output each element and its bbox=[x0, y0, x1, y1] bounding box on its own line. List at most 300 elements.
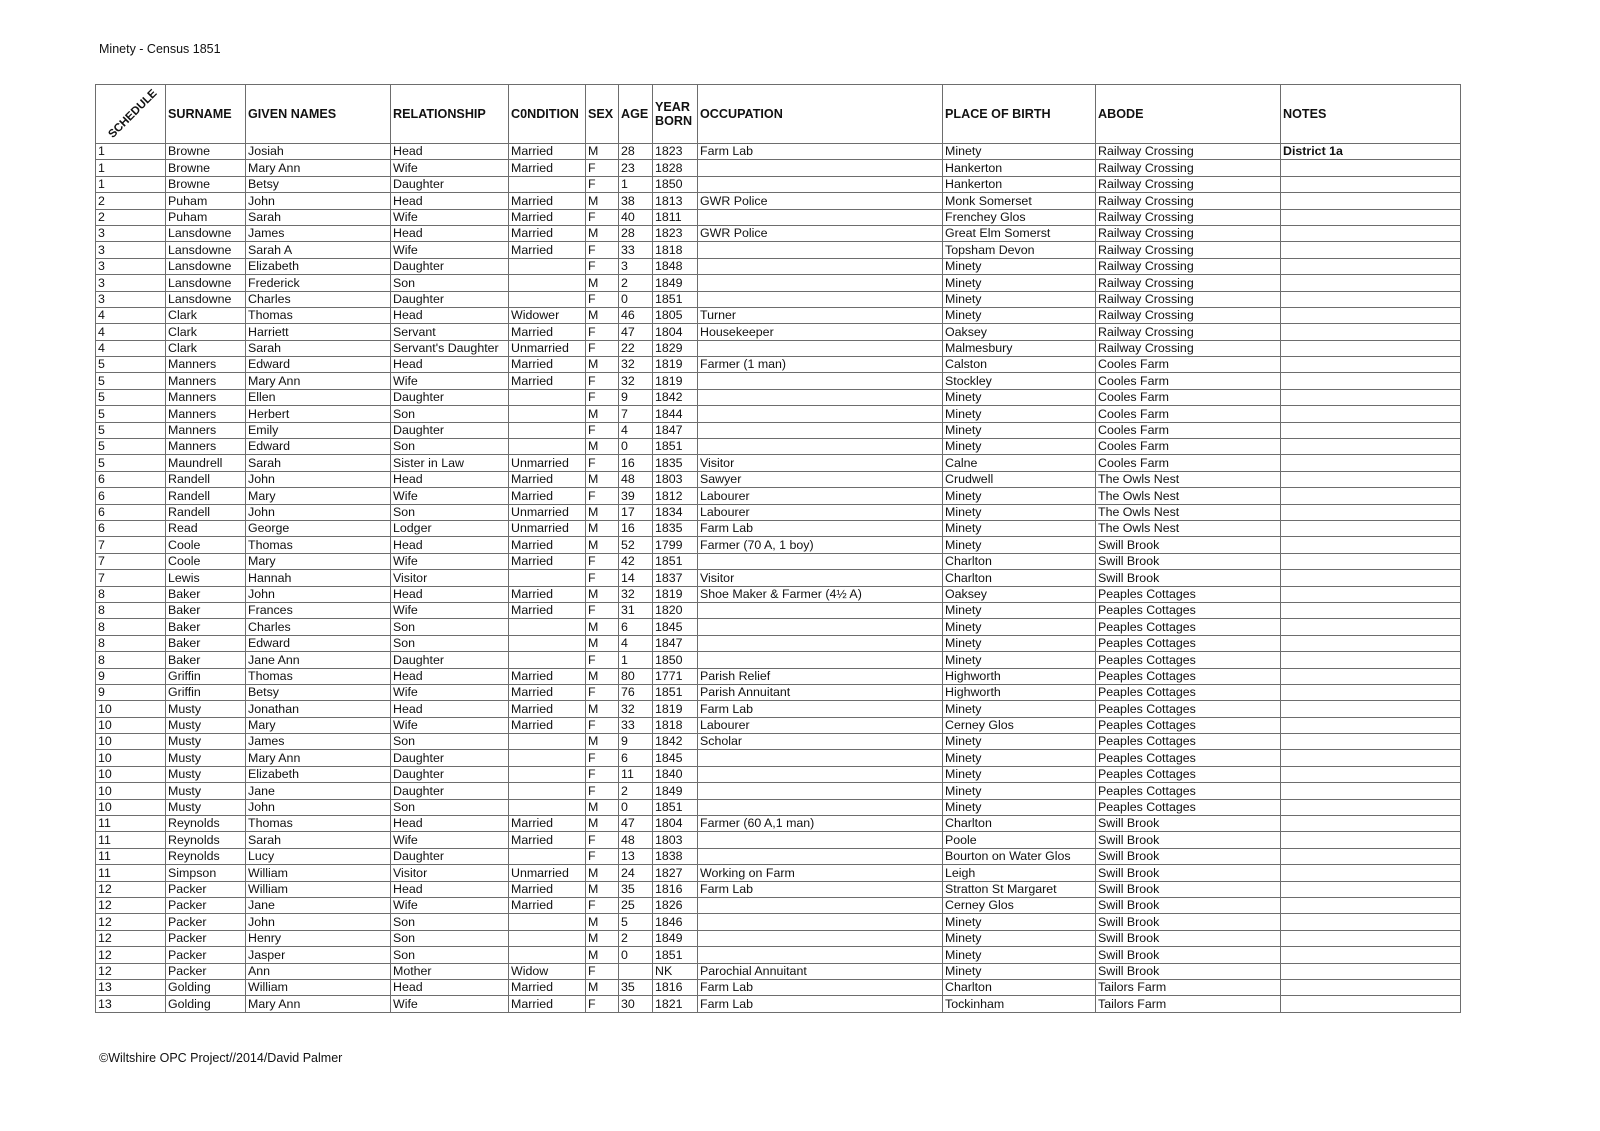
cell-condition: Married bbox=[509, 488, 586, 504]
table-row bbox=[96, 291, 1461, 307]
cell-condition: Married bbox=[509, 373, 586, 389]
cell-year-born: 1849 bbox=[653, 783, 698, 799]
table-row bbox=[96, 504, 1461, 520]
cell-schedule: 11 bbox=[96, 832, 166, 848]
cell-year-born: 1842 bbox=[653, 734, 698, 750]
document-footer: ©Wiltshire OPC Project//2014/David Palmer bbox=[99, 1051, 343, 1065]
cell-relationship: Wife bbox=[391, 553, 509, 569]
cell-year-born: 1847 bbox=[653, 635, 698, 651]
cell-notes bbox=[1281, 799, 1461, 815]
cell-given-names: Josiah bbox=[246, 144, 391, 160]
cell-notes bbox=[1281, 652, 1461, 668]
cell-abode: Swill Brook bbox=[1096, 832, 1281, 848]
cell-occupation bbox=[698, 439, 943, 455]
table-row bbox=[96, 914, 1461, 930]
cell-notes bbox=[1281, 176, 1461, 192]
cell-abode: Railway Crossing bbox=[1096, 160, 1281, 176]
cell-abode: Railway Crossing bbox=[1096, 144, 1281, 160]
cell-age: 40 bbox=[619, 209, 653, 225]
cell-relationship: Daughter bbox=[391, 652, 509, 668]
cell-abode: Swill Brook bbox=[1096, 570, 1281, 586]
cell-place-of-birth: Tockinham bbox=[943, 996, 1096, 1012]
cell-sex: M bbox=[586, 865, 619, 881]
table-row bbox=[96, 701, 1461, 717]
cell-age: 42 bbox=[619, 553, 653, 569]
cell-age: 76 bbox=[619, 684, 653, 700]
cell-occupation bbox=[698, 897, 943, 913]
cell-age: 11 bbox=[619, 766, 653, 782]
cell-place-of-birth: Great Elm Somerst bbox=[943, 225, 1096, 241]
cell-given-names: Thomas bbox=[246, 668, 391, 684]
cell-abode: Railway Crossing bbox=[1096, 209, 1281, 225]
cell-given-names: Jonathan bbox=[246, 701, 391, 717]
cell-surname: Musty bbox=[166, 750, 246, 766]
cell-schedule: 2 bbox=[96, 209, 166, 225]
cell-abode: Cooles Farm bbox=[1096, 455, 1281, 471]
cell-place-of-birth: Malmesbury bbox=[943, 340, 1096, 356]
cell-surname: Clark bbox=[166, 324, 246, 340]
cell-occupation bbox=[698, 848, 943, 864]
cell-occupation: GWR Police bbox=[698, 225, 943, 241]
table-row bbox=[96, 832, 1461, 848]
cell-notes bbox=[1281, 275, 1461, 291]
cell-abode: Swill Brook bbox=[1096, 963, 1281, 979]
cell-sex: M bbox=[586, 586, 619, 602]
cell-condition: Married bbox=[509, 832, 586, 848]
cell-place-of-birth: Minety bbox=[943, 389, 1096, 405]
cell-given-names: Edward bbox=[246, 439, 391, 455]
cell-abode: Peaples Cottages bbox=[1096, 602, 1281, 618]
cell-abode: Swill Brook bbox=[1096, 865, 1281, 881]
cell-given-names: John bbox=[246, 914, 391, 930]
cell-occupation bbox=[698, 947, 943, 963]
cell-surname: Puham bbox=[166, 209, 246, 225]
cell-sex: M bbox=[586, 225, 619, 241]
cell-schedule: 3 bbox=[96, 225, 166, 241]
cell-surname: Manners bbox=[166, 389, 246, 405]
cell-place-of-birth: Crudwell bbox=[943, 471, 1096, 487]
cell-occupation bbox=[698, 242, 943, 258]
cell-occupation bbox=[698, 422, 943, 438]
cell-given-names: Thomas bbox=[246, 307, 391, 323]
cell-abode: Peaples Cottages bbox=[1096, 652, 1281, 668]
cell-notes bbox=[1281, 488, 1461, 504]
cell-age: 13 bbox=[619, 848, 653, 864]
cell-given-names: William bbox=[246, 865, 391, 881]
cell-abode: Peaples Cottages bbox=[1096, 750, 1281, 766]
cell-place-of-birth: Minety bbox=[943, 799, 1096, 815]
cell-schedule: 3 bbox=[96, 275, 166, 291]
cell-abode: The Owls Nest bbox=[1096, 471, 1281, 487]
cell-age: 38 bbox=[619, 193, 653, 209]
cell-surname: Lansdowne bbox=[166, 225, 246, 241]
cell-relationship: Head bbox=[391, 537, 509, 553]
cell-given-names: Harriett bbox=[246, 324, 391, 340]
table-row bbox=[96, 258, 1461, 274]
cell-schedule: 10 bbox=[96, 701, 166, 717]
cell-surname: Randell bbox=[166, 471, 246, 487]
cell-occupation: Visitor bbox=[698, 455, 943, 471]
table-row bbox=[96, 389, 1461, 405]
cell-surname: Musty bbox=[166, 734, 246, 750]
cell-relationship: Servant's Daughter bbox=[391, 340, 509, 356]
cell-abode: Railway Crossing bbox=[1096, 176, 1281, 192]
cell-notes bbox=[1281, 635, 1461, 651]
cell-place-of-birth: Stockley bbox=[943, 373, 1096, 389]
table-row bbox=[96, 652, 1461, 668]
cell-given-names: Mary Ann bbox=[246, 373, 391, 389]
cell-age: 33 bbox=[619, 717, 653, 733]
cell-occupation bbox=[698, 930, 943, 946]
cell-condition: Unmarried bbox=[509, 520, 586, 536]
cell-year-born: 1820 bbox=[653, 602, 698, 618]
cell-abode: Peaples Cottages bbox=[1096, 619, 1281, 635]
cell-occupation bbox=[698, 635, 943, 651]
cell-year-born: 1845 bbox=[653, 619, 698, 635]
cell-age: 0 bbox=[619, 947, 653, 963]
cell-age: 2 bbox=[619, 783, 653, 799]
cell-notes bbox=[1281, 881, 1461, 897]
table-row bbox=[96, 242, 1461, 258]
cell-age: 0 bbox=[619, 291, 653, 307]
cell-schedule: 7 bbox=[96, 553, 166, 569]
cell-age: 31 bbox=[619, 602, 653, 618]
cell-year-born: 1842 bbox=[653, 389, 698, 405]
cell-given-names: Jane bbox=[246, 897, 391, 913]
table-row bbox=[96, 586, 1461, 602]
cell-year-born: 1835 bbox=[653, 520, 698, 536]
cell-age: 33 bbox=[619, 242, 653, 258]
cell-place-of-birth: Cerney Glos bbox=[943, 897, 1096, 913]
table-row bbox=[96, 783, 1461, 799]
cell-place-of-birth: Hankerton bbox=[943, 176, 1096, 192]
cell-given-names: John bbox=[246, 586, 391, 602]
cell-notes bbox=[1281, 734, 1461, 750]
cell-occupation bbox=[698, 766, 943, 782]
cell-sex: F bbox=[586, 455, 619, 471]
cell-relationship: Son bbox=[391, 734, 509, 750]
cell-year-born: 1799 bbox=[653, 537, 698, 553]
cell-notes bbox=[1281, 947, 1461, 963]
cell-notes bbox=[1281, 537, 1461, 553]
cell-occupation: Turner bbox=[698, 307, 943, 323]
cell-given-names: Mary Ann bbox=[246, 750, 391, 766]
cell-relationship: Son bbox=[391, 947, 509, 963]
cell-condition: Married bbox=[509, 471, 586, 487]
cell-given-names: Mary bbox=[246, 553, 391, 569]
cell-relationship: Daughter bbox=[391, 848, 509, 864]
cell-notes bbox=[1281, 193, 1461, 209]
table-row bbox=[96, 324, 1461, 340]
cell-surname: Manners bbox=[166, 406, 246, 422]
table-row bbox=[96, 307, 1461, 323]
cell-sex: M bbox=[586, 537, 619, 553]
cell-surname: Clark bbox=[166, 340, 246, 356]
cell-relationship: Daughter bbox=[391, 422, 509, 438]
cell-relationship: Son bbox=[391, 406, 509, 422]
cell-schedule: 6 bbox=[96, 471, 166, 487]
cell-sex: M bbox=[586, 930, 619, 946]
cell-abode: Peaples Cottages bbox=[1096, 668, 1281, 684]
cell-condition bbox=[509, 406, 586, 422]
cell-surname: Packer bbox=[166, 947, 246, 963]
table-row bbox=[96, 176, 1461, 192]
cell-age: 4 bbox=[619, 635, 653, 651]
cell-sex: M bbox=[586, 307, 619, 323]
cell-age: 24 bbox=[619, 865, 653, 881]
cell-occupation: Labourer bbox=[698, 504, 943, 520]
cell-year-born: 1804 bbox=[653, 816, 698, 832]
cell-relationship: Wife bbox=[391, 209, 509, 225]
cell-notes bbox=[1281, 225, 1461, 241]
cell-year-born: 1834 bbox=[653, 504, 698, 520]
cell-age: 47 bbox=[619, 816, 653, 832]
table-row bbox=[96, 619, 1461, 635]
cell-occupation: Labourer bbox=[698, 717, 943, 733]
cell-abode: Railway Crossing bbox=[1096, 324, 1281, 340]
cell-sex: F bbox=[586, 766, 619, 782]
cell-sex: M bbox=[586, 619, 619, 635]
cell-notes bbox=[1281, 865, 1461, 881]
cell-condition bbox=[509, 914, 586, 930]
cell-surname: Griffin bbox=[166, 668, 246, 684]
cell-year-born: 1819 bbox=[653, 701, 698, 717]
cell-surname: Musty bbox=[166, 783, 246, 799]
cell-schedule: 8 bbox=[96, 652, 166, 668]
cell-place-of-birth: Minety bbox=[943, 488, 1096, 504]
cell-schedule: 7 bbox=[96, 537, 166, 553]
cell-year-born: 1850 bbox=[653, 176, 698, 192]
cell-age bbox=[619, 963, 653, 979]
header-age: AGE bbox=[619, 85, 653, 144]
cell-notes bbox=[1281, 439, 1461, 455]
table-row bbox=[96, 160, 1461, 176]
cell-notes bbox=[1281, 914, 1461, 930]
cell-given-names: Edward bbox=[246, 635, 391, 651]
cell-sex: F bbox=[586, 422, 619, 438]
cell-place-of-birth: Minety bbox=[943, 422, 1096, 438]
table-row bbox=[96, 471, 1461, 487]
cell-surname: Lansdowne bbox=[166, 258, 246, 274]
cell-notes bbox=[1281, 504, 1461, 520]
cell-notes: District 1a bbox=[1281, 144, 1461, 160]
header-year-born-line: BORN bbox=[655, 114, 693, 128]
cell-place-of-birth: Minety bbox=[943, 258, 1096, 274]
cell-abode: Railway Crossing bbox=[1096, 340, 1281, 356]
cell-place-of-birth: Minety bbox=[943, 406, 1096, 422]
cell-condition bbox=[509, 766, 586, 782]
cell-year-born: 1827 bbox=[653, 865, 698, 881]
cell-surname: Randell bbox=[166, 504, 246, 520]
cell-schedule: 8 bbox=[96, 635, 166, 651]
cell-place-of-birth: Charlton bbox=[943, 816, 1096, 832]
table-row bbox=[96, 635, 1461, 651]
cell-schedule: 9 bbox=[96, 684, 166, 700]
cell-place-of-birth: Monk Somerset bbox=[943, 193, 1096, 209]
cell-abode: Peaples Cottages bbox=[1096, 783, 1281, 799]
table-row bbox=[96, 996, 1461, 1012]
cell-relationship: Sister in Law bbox=[391, 455, 509, 471]
table-row bbox=[96, 520, 1461, 536]
cell-schedule: 11 bbox=[96, 848, 166, 864]
cell-place-of-birth: Frenchey Glos bbox=[943, 209, 1096, 225]
cell-year-born: 1813 bbox=[653, 193, 698, 209]
table-row bbox=[96, 930, 1461, 946]
cell-year-born: 1823 bbox=[653, 225, 698, 241]
cell-relationship: Daughter bbox=[391, 176, 509, 192]
cell-schedule: 3 bbox=[96, 291, 166, 307]
cell-notes bbox=[1281, 930, 1461, 946]
cell-given-names: Ann bbox=[246, 963, 391, 979]
cell-abode: Railway Crossing bbox=[1096, 258, 1281, 274]
cell-condition: Married bbox=[509, 602, 586, 618]
cell-schedule: 10 bbox=[96, 783, 166, 799]
cell-sex: M bbox=[586, 520, 619, 536]
cell-age: 6 bbox=[619, 619, 653, 635]
cell-notes bbox=[1281, 406, 1461, 422]
cell-occupation: Labourer bbox=[698, 488, 943, 504]
cell-schedule: 2 bbox=[96, 193, 166, 209]
cell-occupation bbox=[698, 209, 943, 225]
cell-condition bbox=[509, 799, 586, 815]
cell-condition: Married bbox=[509, 553, 586, 569]
cell-condition bbox=[509, 258, 586, 274]
cell-notes bbox=[1281, 160, 1461, 176]
cell-schedule: 8 bbox=[96, 619, 166, 635]
cell-abode: Peaples Cottages bbox=[1096, 701, 1281, 717]
cell-occupation: Farmer (60 A,1 man) bbox=[698, 816, 943, 832]
cell-place-of-birth: Calne bbox=[943, 455, 1096, 471]
cell-sex: F bbox=[586, 652, 619, 668]
cell-age: 0 bbox=[619, 439, 653, 455]
cell-condition: Married bbox=[509, 324, 586, 340]
cell-given-names: Edward bbox=[246, 357, 391, 373]
cell-sex: F bbox=[586, 176, 619, 192]
cell-occupation bbox=[698, 340, 943, 356]
cell-condition: Married bbox=[509, 160, 586, 176]
cell-surname: Packer bbox=[166, 881, 246, 897]
cell-surname: Musty bbox=[166, 701, 246, 717]
cell-notes bbox=[1281, 684, 1461, 700]
cell-surname: Lansdowne bbox=[166, 242, 246, 258]
cell-year-born: 1851 bbox=[653, 553, 698, 569]
cell-sex: F bbox=[586, 832, 619, 848]
cell-abode: Tailors Farm bbox=[1096, 996, 1281, 1012]
cell-year-born: 1849 bbox=[653, 275, 698, 291]
cell-condition bbox=[509, 750, 586, 766]
cell-place-of-birth: Minety bbox=[943, 734, 1096, 750]
cell-surname: Reynolds bbox=[166, 816, 246, 832]
header-year-born-line: YEAR bbox=[655, 100, 690, 114]
cell-surname: Golding bbox=[166, 996, 246, 1012]
cell-schedule: 7 bbox=[96, 570, 166, 586]
cell-place-of-birth: Oaksey bbox=[943, 586, 1096, 602]
cell-condition: Married bbox=[509, 209, 586, 225]
cell-occupation bbox=[698, 389, 943, 405]
cell-sex: F bbox=[586, 373, 619, 389]
cell-sex: F bbox=[586, 848, 619, 864]
cell-schedule: 5 bbox=[96, 389, 166, 405]
cell-sex: F bbox=[586, 717, 619, 733]
cell-sex: F bbox=[586, 160, 619, 176]
cell-abode: Swill Brook bbox=[1096, 553, 1281, 569]
table-row bbox=[96, 209, 1461, 225]
cell-condition bbox=[509, 570, 586, 586]
cell-surname: Simpson bbox=[166, 865, 246, 881]
cell-surname: Packer bbox=[166, 930, 246, 946]
cell-notes bbox=[1281, 848, 1461, 864]
cell-place-of-birth: Minety bbox=[943, 947, 1096, 963]
cell-notes bbox=[1281, 242, 1461, 258]
header-notes: NOTES bbox=[1281, 85, 1461, 144]
cell-notes bbox=[1281, 668, 1461, 684]
cell-schedule: 4 bbox=[96, 340, 166, 356]
cell-surname: Lewis bbox=[166, 570, 246, 586]
cell-age: 23 bbox=[619, 160, 653, 176]
cell-sex: F bbox=[586, 750, 619, 766]
cell-year-born: 1845 bbox=[653, 750, 698, 766]
cell-condition: Married bbox=[509, 816, 586, 832]
cell-abode: Railway Crossing bbox=[1096, 193, 1281, 209]
header-sex: SEX bbox=[586, 85, 619, 144]
cell-age: 80 bbox=[619, 668, 653, 684]
cell-year-born: 1771 bbox=[653, 668, 698, 684]
cell-abode: The Owls Nest bbox=[1096, 488, 1281, 504]
cell-given-names: Henry bbox=[246, 930, 391, 946]
header-row bbox=[96, 85, 1461, 144]
table-row bbox=[96, 684, 1461, 700]
cell-schedule: 12 bbox=[96, 930, 166, 946]
cell-occupation bbox=[698, 406, 943, 422]
cell-schedule: 6 bbox=[96, 488, 166, 504]
cell-place-of-birth: Minety bbox=[943, 504, 1096, 520]
header-surname: SURNAME bbox=[166, 85, 246, 144]
cell-given-names: Mary Ann bbox=[246, 996, 391, 1012]
cell-place-of-birth: Minety bbox=[943, 291, 1096, 307]
cell-notes bbox=[1281, 766, 1461, 782]
cell-given-names: Betsy bbox=[246, 176, 391, 192]
table-row bbox=[96, 553, 1461, 569]
cell-surname: Randell bbox=[166, 488, 246, 504]
cell-relationship: Wife bbox=[391, 488, 509, 504]
cell-abode: Cooles Farm bbox=[1096, 439, 1281, 455]
cell-schedule: 10 bbox=[96, 799, 166, 815]
cell-sex: F bbox=[586, 996, 619, 1012]
cell-notes bbox=[1281, 455, 1461, 471]
table-row bbox=[96, 848, 1461, 864]
table-row bbox=[96, 897, 1461, 913]
cell-notes bbox=[1281, 701, 1461, 717]
cell-relationship: Wife bbox=[391, 717, 509, 733]
cell-year-born: 1838 bbox=[653, 848, 698, 864]
cell-relationship: Head bbox=[391, 225, 509, 241]
cell-given-names: Elizabeth bbox=[246, 258, 391, 274]
cell-place-of-birth: Oaksey bbox=[943, 324, 1096, 340]
cell-year-born: 1818 bbox=[653, 242, 698, 258]
header-year-born bbox=[653, 85, 698, 144]
cell-surname: Golding bbox=[166, 979, 246, 995]
cell-abode: Peaples Cottages bbox=[1096, 766, 1281, 782]
cell-notes bbox=[1281, 619, 1461, 635]
cell-condition bbox=[509, 422, 586, 438]
cell-relationship: Head bbox=[391, 816, 509, 832]
cell-year-born: 1816 bbox=[653, 881, 698, 897]
cell-sex: M bbox=[586, 357, 619, 373]
cell-relationship: Wife bbox=[391, 684, 509, 700]
cell-given-names: Emily bbox=[246, 422, 391, 438]
table-row bbox=[96, 947, 1461, 963]
cell-condition: Widower bbox=[509, 307, 586, 323]
